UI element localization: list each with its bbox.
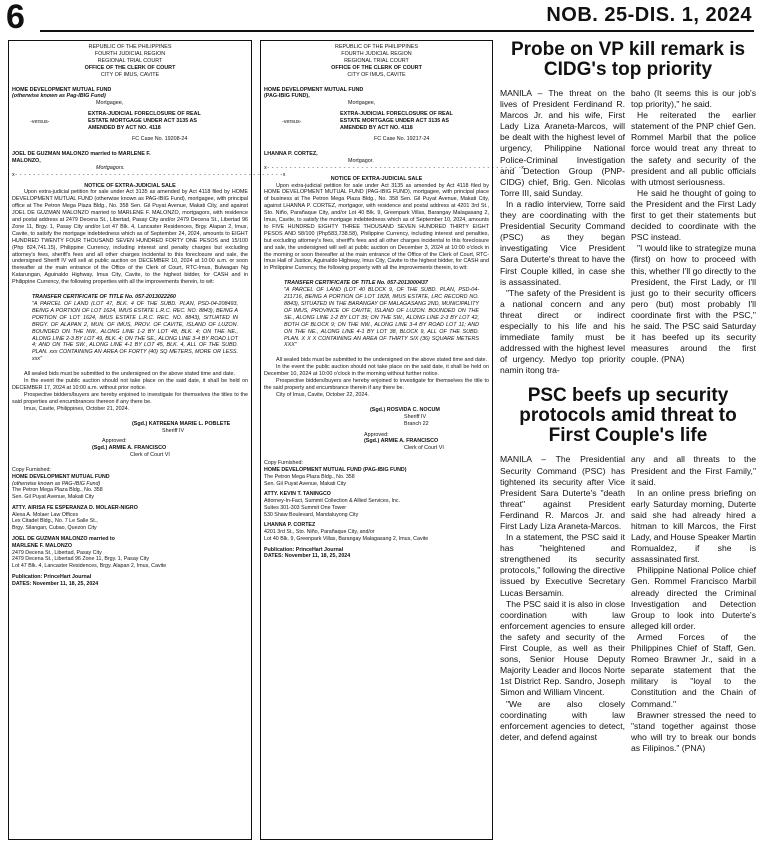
legal-notice-right bbox=[260, 40, 525, 840]
case-caption bbox=[12, 111, 248, 132]
sheriff-signature: (Sgd.) ROSVIDA C. NOCUM Sheriff IV Branch 22 bbox=[370, 406, 440, 427]
notice-title: NOTICE OF EXTRA-JUDICIAL SALE bbox=[84, 182, 176, 189]
notice-dateline: City of Imus, Cavite, October 22, 2024. bbox=[276, 391, 369, 398]
title-certificate bbox=[264, 280, 489, 349]
mortgagor-name: JOEL DE GUZMAN MALONZO married to MARLENE F. MALONZO, bbox=[12, 150, 151, 164]
notice-body-2: All sealed bids must be submitted to the undersigned on the above stated time and date. bbox=[276, 357, 487, 364]
mortgagor-role: Mortgagor. bbox=[348, 157, 374, 164]
notice-body-4: Prospective bidders/buyers are hereby enjoined to investigate for themselves the titles to the said properties and encumbrances thereon if any there be. bbox=[12, 391, 248, 405]
case-title: EXTRA-JUDICIAL FORECLOSURE OF REAL ESTATE MORTGAGE UNDER ACT 3135 AS AMENDED BY ACT NO. 4118 bbox=[88, 111, 201, 132]
case-caption bbox=[264, 111, 489, 132]
case-title: EXTRA-JUDICIAL FORECLOSURE OF REAL ESTATE MORTGAGE UNDER ACT 3135 AS AMENDED BY ACT NO. 4118 bbox=[340, 111, 453, 132]
mortgagee-role: Mortgagee, bbox=[348, 100, 376, 107]
mortgagor-name: LHANNA P. CORTEZ, bbox=[264, 150, 318, 157]
notice-body-3: In the event the public auction should not take place on the said date, it shall be held on December 10, 2024 at 10:00 o'clock in the morning without further notice. bbox=[264, 364, 489, 378]
sheriff-signature: (Sgd.) KATREENA MARIE L. POBLETE Sheriff IV bbox=[132, 420, 231, 434]
tct-description: "A PARCEL OF LAND (LOT 40 BLOCK 9, OF THE SUBD. PLAN, PSD-04-211716, BEING A PORTION OF LOT 1828, IMUS ESTATE, LRC RECORD NO. 8843), SITUATED IN THE BARANGAY OF MALAGASANG 2ND, MUNICIPALITY OF IMUS, PROVINCE OF CAVITE, ISLAND OF LUZON. BOUNDED ON THE SE., ALONG LINE 1-2 BY LOT 39; ON THE SW., ALONG LINE 2-3 BY LOT 42, BOTH OF BLOCK 9; ON THE NW., ALONG LINE 3-4 BY ROAD LOT 11; AND ON THE NE., ALONG LINE 4-1 BY LOT 38, BLOCK 9, ALL OF THE SUBD. PLAN. X X X CONTAINING AN AREA OF THIRTY SIX (36) SQUARE METERS XXX" bbox=[284, 287, 479, 349]
copy-furnished: Copy Furnished: HOME DEVELOPMENT MUTUAL FUND (PAG-IBIG FUND) The Petron Mega Plaza Bldg., No. 358 Sen. Gil Puyat Avenue, Makati City ATTY. KEVIN T. TANINGCO Attorney-In-Fact, Summit Collection & Allied Services, Inc. Suites 301-303 Summit One Tower 530 Shaw Boulevard, Mandaluyong City LHANNA P. CORTEZ 4201 3rd St., Sto. Niño, Parañaque City, and/or Lot 40 Blk. 9, Greenpark Villas, Barangay Malagasang 2, Imus, Cavite Publication: PrinceHart Journal DATES: November 11, 18, 25, 2024 bbox=[264, 460, 489, 560]
article-2-col-1: MANILA – The Presidential Security Command (PSC) has tightened its security after Vice President Sara Duterte's "death threat" against President Ferdinand R. Marcos Jr. and First Lady Liza Araneta-Marcos. In a statement, the PSC said it has "heightened and strengthened its security protocols," following the directive issued by Executive Secretary Lucas Bersamin. The PSC said it is also in close coordination with law enforcement agencies to ensure the safety and security of the First Couple, as well as their sons, Senior House Deputy Majority Leader and Ilocos Norte 1st District Rep. Sandro, Joseph Simon and William Vincent. "We are also closely coordinating with law enforcement agencies to detect, deter, and defend against bbox=[500, 454, 625, 742]
article-2-body bbox=[500, 454, 756, 754]
article-1-col-1: MANILA – The threat on the lives of President Ferdinand R. Marcos Jr. and his wife, First Lady Liza Araneta-Marcos, will be dealt with the highest level of urgency, Philippine National Police-Criminal Investigation and Detection Group (PNP-CIDG) chief, Brig. Gen. Nicolas Torre III, said Sunday. In a radio interview, Torre said they are coordinating with the Presidential Security Command (PSC) as they began investigating Vice President Sara Duterte's threat to have the First Couple killed, in case she is assassinated. "The safety of the President is a national concern and any threat direct or indirect especially to his life and his immediate family must be addressed with the highest level of urgency. Medyo top priority namin itong tra- bbox=[500, 88, 625, 376]
notice-body-2: All sealed bids must be submitted to the undersigned on the above stated time and date. bbox=[24, 371, 235, 378]
legal-notice-left bbox=[8, 40, 287, 840]
versus-label: -versus- bbox=[30, 119, 50, 126]
article-2-col-2: any and all threats to the President and the First Family," it said. In an online press briefing on early Saturday morning, Duterte said she had already hired a hitman to kill Marcos, the First Lady, and House Speaker Martin Romualdez, if she is assassinated first. Philippine National Police chief Gen. Rommel Francisco Marbil already directed the Criminal Investigation and Detection Group to look into Duterte's alleged kill order. Armed Forces of the Philippines Chief of Staff, Gen. Romeo Brawner Jr., said in a separate statement that the military is "loyal to the Constitution and the Chain of Command." Brawner stressed the need to "stand together against those who will try to break our bonds as Filipinos." (PNA) bbox=[631, 454, 756, 753]
article-2-headline: PSC beefs up security protocols amid threat to First Couple's life bbox=[519, 385, 737, 447]
caption-rule: x- - - - - - - - - - - - - - - - - - - - - - - - - - - - - - - - - - - - - - - - - - - - - - - - - - - - - - - - - - - -x bbox=[12, 171, 287, 178]
mortgagee-name: HOME DEVELOPMENT MUTUAL FUND bbox=[12, 86, 112, 93]
article-1-col-2: baho (It seems this is our job's top priority)," he said. He reiterated the earlier statement of the PNP chief Gen. Rommel Marbil that the police force would treat any threat to the safety and security of the president and all public officials with utmost seriousness. He said he thought of going to the President and the First Lady first to get their statements but decided to coordinate with the PSC instead. "I would like to strategize muna (first) on how to proceed with this, whether I'll go directly to the President, the First Lady, or I'll just go to their security officers pero (but) most probably I'll coordinate first with the PSC," he said. The PSC said Saturday it has beefed up its security measures around the first couple. (PNA) bbox=[631, 88, 756, 365]
publication-dates: DATES: November 11, 18, 25, 2024 bbox=[12, 580, 99, 587]
notice-body-1: Upon extra-judicial petition for sale under Act 3135 as amended by Act 4118 filed by HOME DEVELOPMENT MUTUAL FUND (PAG-IBIG FUND), mortgagee, with principal place of business at The Petron Mega Plaza Bldg., No. 358 Sen. Gil Puyat Avenue, Makati City, against LHANNA P. CORTEZ, mortgagor, with residence and postal address at 4201 3rd St., Sto. Niño, Parañaque City, and/or Lot 40 Blk. 9, Greenpark Villas, Barangay Malagasang 2, Imus, Cavite, to satisfy the mortgage indebtedness which as of September 10, 2024, amounts to FIVE HUNDRED EIGHTY THREE THOUSAND SEVEN HUNDRED THIRTY EIGHT PESOS AND 58/100 (Php583,738.58), Philippine Currency, including interest and penalties, but excluding attorney's fees, sheriff's fees and all other charges incidental to this foreclosure and sale, the undersigned will sell at public auction on December 3, 2024 at 10:00 o'clock in the morning or soon thereafter at the main entrance of the Office of the Clerk of Court, RTC-Imus Hall of Justice, Aguinaldo Highway, Imus City, Cavite to the highest bidder, for CASH and in Philippine Currency, the following property with all the improvements therein, to wit: bbox=[264, 182, 489, 272]
copy-furnished: Copy Furnished: HOME DEVELOPMENT MUTUAL FUND (otherwise known as PAG-IBIG Fund) The Petron Mega Plaza Bldg., No. 358 Sen. Gil Puyat Avenue, Makati City ATTY. AIRISA FE ESPERANZA D. MOLAER-NIGRO Alexa A. Molaer Law Offices Lex Citadel Bldg., No. 7 Le Salle St., Brgy. Silangan, Cubao, Quezon City JOEL DE GUZMAN MALONZO married to MARLENE F. MALONZO 2479 Decena St., Libertad, Pasay City 2479 Decena St., Libertad 96 Zone 11, Brgy. 1, Pasay City Lot 47 Blk. 4, Lancaster Residences, Brgy. Alapan 2, Imus, Cavite Publication: PrinceHart Journal DATES: November 11, 18, 25, 2024 bbox=[12, 467, 248, 587]
mortgagee-alias: (PAG-IBIG FUND), bbox=[264, 93, 310, 100]
notice-body-3: In the event the public auction should not take place on the said date, it shall be held on DECEMBER 17, 2024 at 10:00 a.m. without prior notice. bbox=[12, 378, 248, 391]
article-1-body bbox=[500, 88, 756, 376]
page-number: 6 bbox=[6, 0, 25, 36]
mortgagee-alias: (otherwise known as Pag-IBIG Fund) bbox=[12, 93, 106, 100]
page-header bbox=[0, 0, 762, 38]
title-certificate bbox=[12, 294, 248, 363]
caption-rule: x- - - - - - - - - - - - - - - - - - - - - - - - - - - - - - - - - - - - - - - - - - - - - - - - - - - - - - - - -x bbox=[264, 164, 525, 171]
clerk-approval: Approved: (Sgd.) ARMIE A. FRANCISCO Clerk of Court VI bbox=[364, 431, 444, 452]
header-rule bbox=[40, 30, 754, 32]
publication: Publication: PrinceHart Journal bbox=[264, 546, 344, 553]
court-heading: REPUBLIC OF THE PHILIPPINES FOURTH JUDICIAL REGION REGIONAL TRIAL COURT OFFICE OF THE CLERK OF COURT CITY OF IMUS, CAVITE bbox=[331, 44, 422, 78]
tct-title: TRANSFER CERTIFICATE OF TITLE No. 057-2013022260 bbox=[32, 294, 176, 301]
mortgagor-role: Mortgagors. bbox=[96, 164, 125, 171]
clerk-approval: Approved: (Sgd.) ARMIE A. FRANCISCO Clerk of Court VI bbox=[92, 438, 170, 459]
court-heading: REPUBLIC OF THE PHILIPPINES FOURTH JUDICIAL REGION REGIONAL TRIAL COURT OFFICE OF THE CLERK OF COURT CITY OF IMUS, CAVITE bbox=[84, 44, 176, 78]
news-column bbox=[500, 40, 756, 846]
tct-description: "A PARCEL OF LAND (LOT 47, BLK. 4 OF THE SUBD. PLAN, PSD-04-208493, BEING A PORTION OF LOT 1624, IMUS ESTATE L.R.C. REC. NO. 8843), BEING A PORTION OF LOT 1624, IMUS ESTATE L.R.C. REC. NO. 8843), SITUATED IN BRGY. OF ALAPAN 2, MUN. OF IMUS, PROV. OF CAVITE, ISLAND OF LUZON. BOUNDED ON THE NW., ALONG LINE 1-2 BY LOT 48, BLK. 4; ON THE NE., ALONG LINE 2-3 BY LOT 49, BLK. 4; ON THE SE., ALONG LINE 3-4 BY ROAD LOT 4; AND ON THE SW., ALONG LINE 4-1 BY LOT 45, BLK. 4, ALL OF THE SUBD. PLAN. xxx CONTAINING AN AREA OF FORTY (40) SQ METERS, MORE OR LESS. xxx" bbox=[32, 301, 238, 363]
mortgagee-role: Mortgagee, bbox=[96, 100, 124, 107]
versus-label: -versus- bbox=[282, 119, 302, 126]
article-1-headline: Probe on VP kill remark is CIDG's top priority bbox=[510, 39, 746, 80]
case-number: FC Case No. 19208-24 bbox=[132, 135, 188, 142]
publication-dates: DATES: November 11, 18, 25, 2024 bbox=[264, 553, 351, 560]
publication: Publication: PrinceHart Journal bbox=[12, 573, 92, 580]
tct-title: TRANSFER CERTIFICATE OF TITLE No. 057-2013000437 bbox=[284, 280, 428, 287]
notice-dateline: Imus, Cavite, Philippines, October 21, 2024. bbox=[24, 405, 130, 412]
mortgagee-name: HOME DEVELOPMENT MUTUAL FUND bbox=[264, 86, 364, 93]
case-number: FC Case No. 19217-24 bbox=[374, 135, 430, 142]
notice-title: NOTICE OF EXTRA-JUDICIAL SALE bbox=[330, 175, 423, 182]
issue-date: NOB. 25-DIS. 1, 2024 bbox=[546, 4, 752, 26]
notice-body-4: Prospective bidders/buyers are hereby enjoined to investigate for themselves the title to the said property and encumbrance therein if any there be. bbox=[264, 378, 489, 391]
notice-body-1: Upon extra-judicial petition for sale under Act 3135 as amended by Act 4118 filed by HOME DEVELOPMENT MUTUAL FUND (otherwise known as PAG-IBIG Fund), mortgagee, with principal office at The Petron Mega Plaza Bldg., No. 358 Sen. Gil Puyat Avenue, Makati City, and against JOEL DE GUZMAN MALONZO married to MARLENE F. MALONZO, mortgagors, with residence and postal address at 2479 Decena St., Libertad, Pasay City and/or 2479 Decena St., Libertad 96 Zone 11, Brgy. 1, Pasay City and/or Lot 47 Blk. 4, Lancaster Residences, Brgy. Alapan 2, Imus, Cavite, to satisfy the mortgage indebtedness which as of September 24, 2024, amounts to EIGHT HUNDRED TWENTY FOUR THOUSAND SEVEN HUNDRED FORTY ONE PESOS and 15/100 (Php 824,741.15), Philippine Currency, including interest and penalty charges but excluding attorney's fees, sheriff's fees and all other charges incidental to this foreclosure and sale, the undersigned Sheriff IV will sell at public auction on DECEMBER 10, 2024 at 10:00 a.m. or soon thereafter at the main entrance of the Office of the Clerk of Court, RTC-Imus, Bulwagan Ng Katarungan, Aguinaldo Highway, Imus City, Cavite, to the highest bidder, for CASH and in Philippine Currency, the following properties with all the improvements therein, to wit: bbox=[12, 189, 248, 286]
